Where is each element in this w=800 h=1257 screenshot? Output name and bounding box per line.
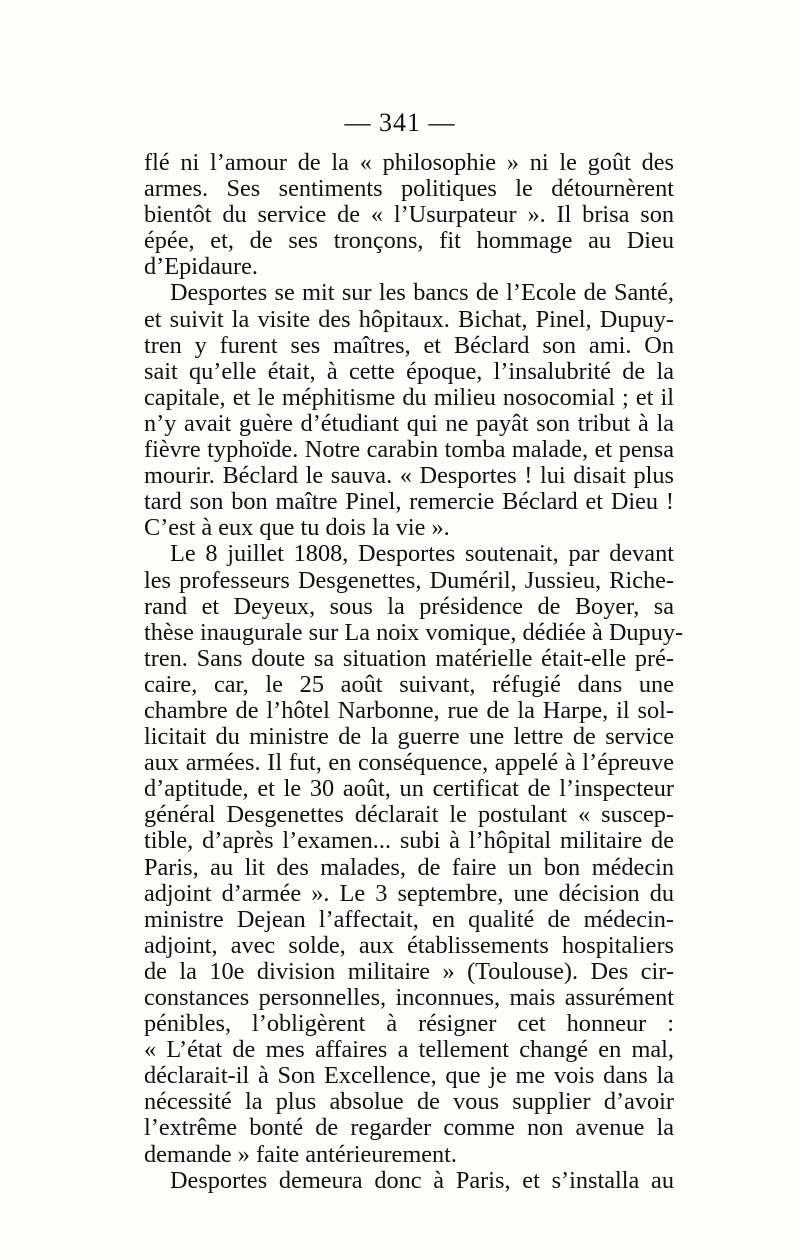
text-line: demande » faite antérieurement. (144, 1140, 458, 1168)
text-line: général Desgenettes déclarait le postulant « suscep- (144, 801, 674, 829)
paragraph (144, 1168, 674, 1194)
text-line: C’est à eux que tu dois la vie ». (144, 514, 450, 542)
text-line: caire, car, le 25 août suivant, réfugié dans une (144, 670, 674, 698)
text-line: fièvre typhoïde. Notre carabin tomba malade, et pensa (144, 436, 674, 464)
text-line: aux armées. Il fut, en conséquence, appelé à l’épreuve (144, 749, 674, 777)
text-line: de la 10e division militaire » (Toulouse). Des cir- (144, 957, 674, 985)
page-number: — 341 — (344, 108, 456, 137)
text-line: tible, d’après l’examen... subi à l’hôpital militaire de (144, 827, 674, 855)
paragraph (144, 540, 684, 1168)
text-line: flé ni l’amour de la « philosophie » ni le goût des (144, 149, 674, 176)
text-line: déclarait-il à Son Excellence, que je me vois dans la (144, 1062, 674, 1090)
text-line: tren y furent ses maîtres, et Béclard son ami. On (144, 331, 674, 359)
text-line: d’Epidaure. (144, 253, 259, 281)
text-line: tren. Sans doute sa situation matérielle était-elle pré- (144, 644, 674, 672)
text-line: licitait du ministre de la guerre une lettre de service (144, 723, 674, 751)
text-line: d’aptitude, et le 30 août, un certificat de l’inspecteur (144, 775, 674, 803)
text-line: adjoint, avec solde, aux établissements hospitaliers (144, 931, 674, 959)
text-line: Le 8 juillet 1808, Desportes soutenait, par devant (170, 540, 674, 568)
text-line: thèse inaugurale sur La noix vomique, dédiée à Dupuy- (144, 618, 684, 646)
text-line: capitale, et le méphitisme du milieu nosocomial ; et il (144, 383, 674, 411)
text-line: mourir. Béclard le sauva. « Desportes ! lui disait plus (144, 462, 674, 490)
text-line: n’y avait guère d’étudiant qui ne payât son tribut à la (144, 409, 674, 437)
text-line: armes. Ses sentiments politiques le détournèrent (144, 175, 674, 203)
text-line: Desportes se mit sur les bancs de l’Ecole de Santé, (170, 279, 674, 307)
text-line: l’extrême bonté de regarder comme non avenue la (144, 1114, 674, 1142)
text-line: chambre de l’hôtel Narbonne, rue de la Harpe, il sol- (144, 696, 674, 724)
text-line: bientôt du service de « l’Usurpateur ». Il brisa son (144, 201, 674, 229)
text-line: ministre Dejean l’affectait, en qualité de médecin- (144, 905, 674, 933)
text-line: rand et Deyeux, sous la présidence de Boyer, sa (144, 592, 674, 620)
text-line: tard son bon maître Pinel, remercie Béclard et Dieu ! (144, 488, 674, 516)
text-line: pénibles, l’obligèrent à résigner cet honneur : (144, 1010, 674, 1038)
text-line: les professeurs Desgenettes, Duméril, Jussieu, Riche- (144, 566, 674, 594)
paragraph (144, 280, 674, 541)
body-text (144, 149, 684, 1194)
paragraph (144, 150, 674, 280)
text-line: « L’état de mes affaires a tellement changé en mal, (144, 1036, 674, 1064)
text-line: adjoint d’armée ». Le 3 septembre, une décision du (144, 879, 674, 907)
text-line: nécessité la plus absolue de vous supplier d’avoir (144, 1088, 674, 1116)
text-line: constances personnelles, inconnues, mais assurément (144, 984, 674, 1011)
text-line: Desportes demeura donc à Paris, et s’installa au (170, 1166, 674, 1194)
text-line: sait qu’elle était, à cette époque, l’insalubrité de la (144, 357, 674, 385)
text-line: épée, et, de ses tronçons, fit hommage au Dieu (144, 227, 674, 255)
text-line: et suivit la visite des hôpitaux. Bichat, Pinel, Dupuy- (144, 305, 674, 333)
text-line: Paris, au lit des malades, de faire un bon médecin (144, 853, 674, 881)
